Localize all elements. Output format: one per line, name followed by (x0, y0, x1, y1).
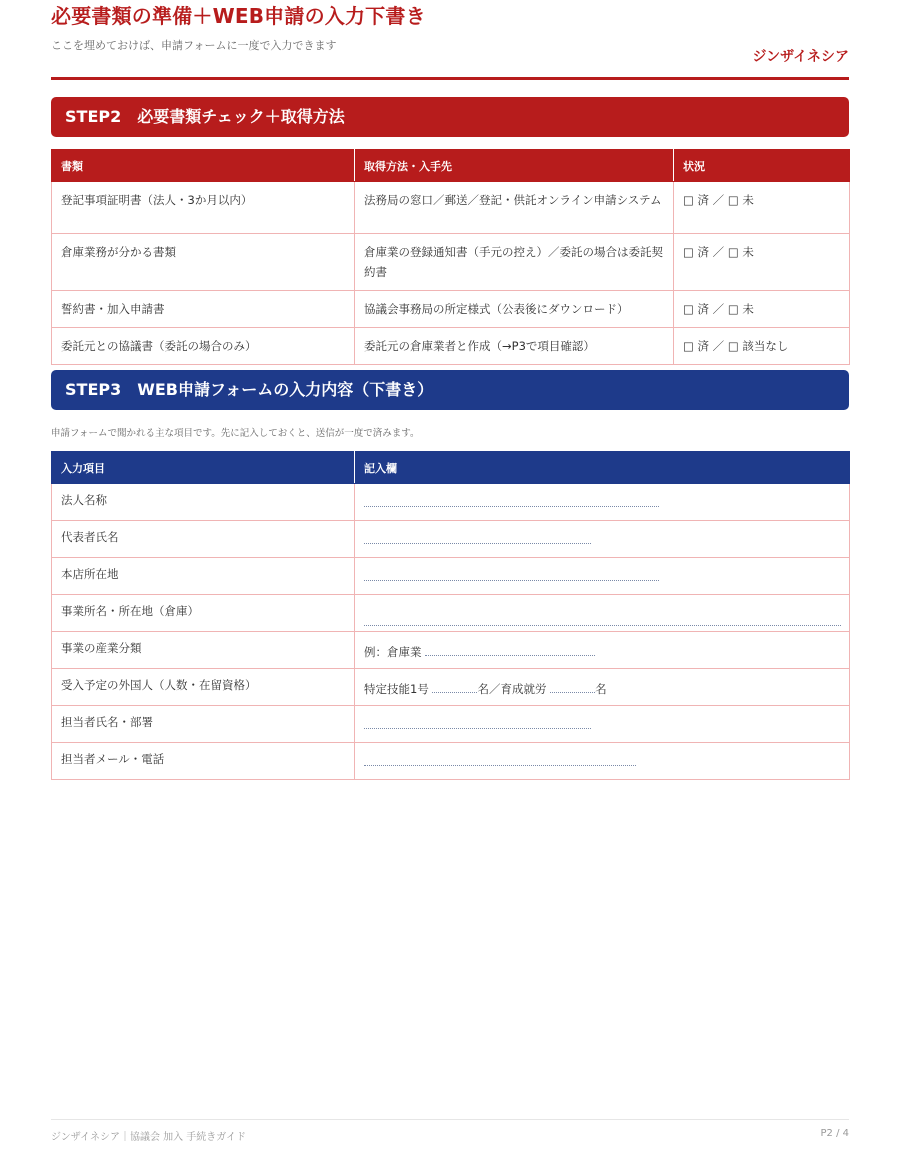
page-number: P2 / 4 (820, 1128, 849, 1139)
document-method: 倉庫業の登録通知書（手元の控え）／委託の場合は委託契約書 (355, 234, 674, 291)
page-footer (51, 1119, 849, 1153)
table-row (52, 558, 850, 595)
table-row (52, 484, 850, 521)
table-row (52, 328, 850, 365)
page-header (51, 0, 849, 80)
industry-classification-field[interactable] (355, 632, 850, 669)
trainee-count-input[interactable] (550, 683, 595, 693)
table-row (52, 234, 850, 291)
warehouse-address-field[interactable] (355, 595, 850, 632)
document-status-checkbox[interactable]: □ 済 ／ □ 未 (674, 182, 850, 234)
step3-heading: STEP3 WEB申請フォームの入力内容（下書き） (51, 370, 849, 410)
table-row (52, 521, 850, 558)
representative-name-field[interactable] (355, 521, 850, 558)
footer-guide-name: ジンザイネシア｜協議会 加入 手続きガイド (51, 1132, 247, 1143)
field-label: 担当者メール・電話 (52, 743, 355, 780)
document-name: 誓約書・加入申請書 (52, 291, 355, 328)
step3-note: 申請フォームで聞かれる主な項目です。先に記入しておくと、送信が一度で済みます。 (51, 428, 420, 439)
table-row (52, 706, 850, 743)
count-unit: 名 (595, 682, 607, 696)
page-subtitle: ここを埋めておけば、申請フォームに一度で入力できます (51, 39, 337, 52)
column-header-method: 取得方法・入手先 (355, 150, 674, 182)
ssw-count-input[interactable] (432, 683, 477, 693)
document-page (51, 0, 849, 766)
table-row (52, 291, 850, 328)
field-label: 事業の産業分類 (52, 632, 355, 669)
field-label: 本店所在地 (52, 558, 355, 595)
table-row (52, 669, 850, 706)
column-header-document: 書類 (52, 150, 355, 182)
document-method: 委託元の倉庫業者と作成（→P3で項目確認） (355, 328, 674, 365)
document-name: 委託元との協議書（委託の場合のみ） (52, 328, 355, 365)
document-method: 法務局の窓口／郵送／登記・供託オンライン申請システム (355, 182, 674, 234)
document-method: 協議会事務局の所定様式（公表後にダウンロード） (355, 291, 674, 328)
page-title: 必要書類の準備＋WEB申請の入力下書き (51, 4, 426, 28)
step2-documents-table (51, 149, 850, 365)
column-header-entry: 記入欄 (355, 452, 850, 484)
column-header-field: 入力項目 (52, 452, 355, 484)
document-status-checkbox[interactable]: □ 済 ／ □ 未 (674, 291, 850, 328)
document-name: 登記事項証明書（法人・3か月以内） (52, 182, 355, 234)
industry-example-prefix: 例：倉庫業 (364, 645, 422, 659)
step2-heading: STEP2 必要書類チェック＋取得方法 (51, 97, 849, 137)
trainee-label: 名／育成就労 (477, 682, 547, 696)
table-header-row (52, 150, 850, 182)
industry-input-line[interactable] (425, 646, 595, 656)
field-label: 事業所名・所在地（倉庫） (52, 595, 355, 632)
table-row (52, 595, 850, 632)
head-office-address-field[interactable] (355, 558, 850, 595)
contact-email-phone-field[interactable] (355, 743, 850, 780)
field-label: 代表者氏名 (52, 521, 355, 558)
contact-person-field[interactable] (355, 706, 850, 743)
document-status-checkbox[interactable]: □ 済 ／ □ 該当なし (674, 328, 850, 365)
company-name-field[interactable] (355, 484, 850, 521)
field-label: 受入予定の外国人（人数・在留資格） (52, 669, 355, 706)
column-header-status: 状況 (674, 150, 850, 182)
brand-name: ジンザイネシア (752, 49, 849, 65)
table-row (52, 182, 850, 234)
step3-form-table (51, 451, 850, 780)
ssw-label: 特定技能1号 (364, 682, 429, 696)
field-label: 法人名称 (52, 484, 355, 521)
table-row (52, 743, 850, 780)
foreign-worker-count-field[interactable] (355, 669, 850, 706)
field-label: 担当者氏名・部署 (52, 706, 355, 743)
table-header-row (52, 452, 850, 484)
table-row (52, 632, 850, 669)
document-name: 倉庫業務が分かる書類 (52, 234, 355, 291)
document-status-checkbox[interactable]: □ 済 ／ □ 未 (674, 234, 850, 291)
